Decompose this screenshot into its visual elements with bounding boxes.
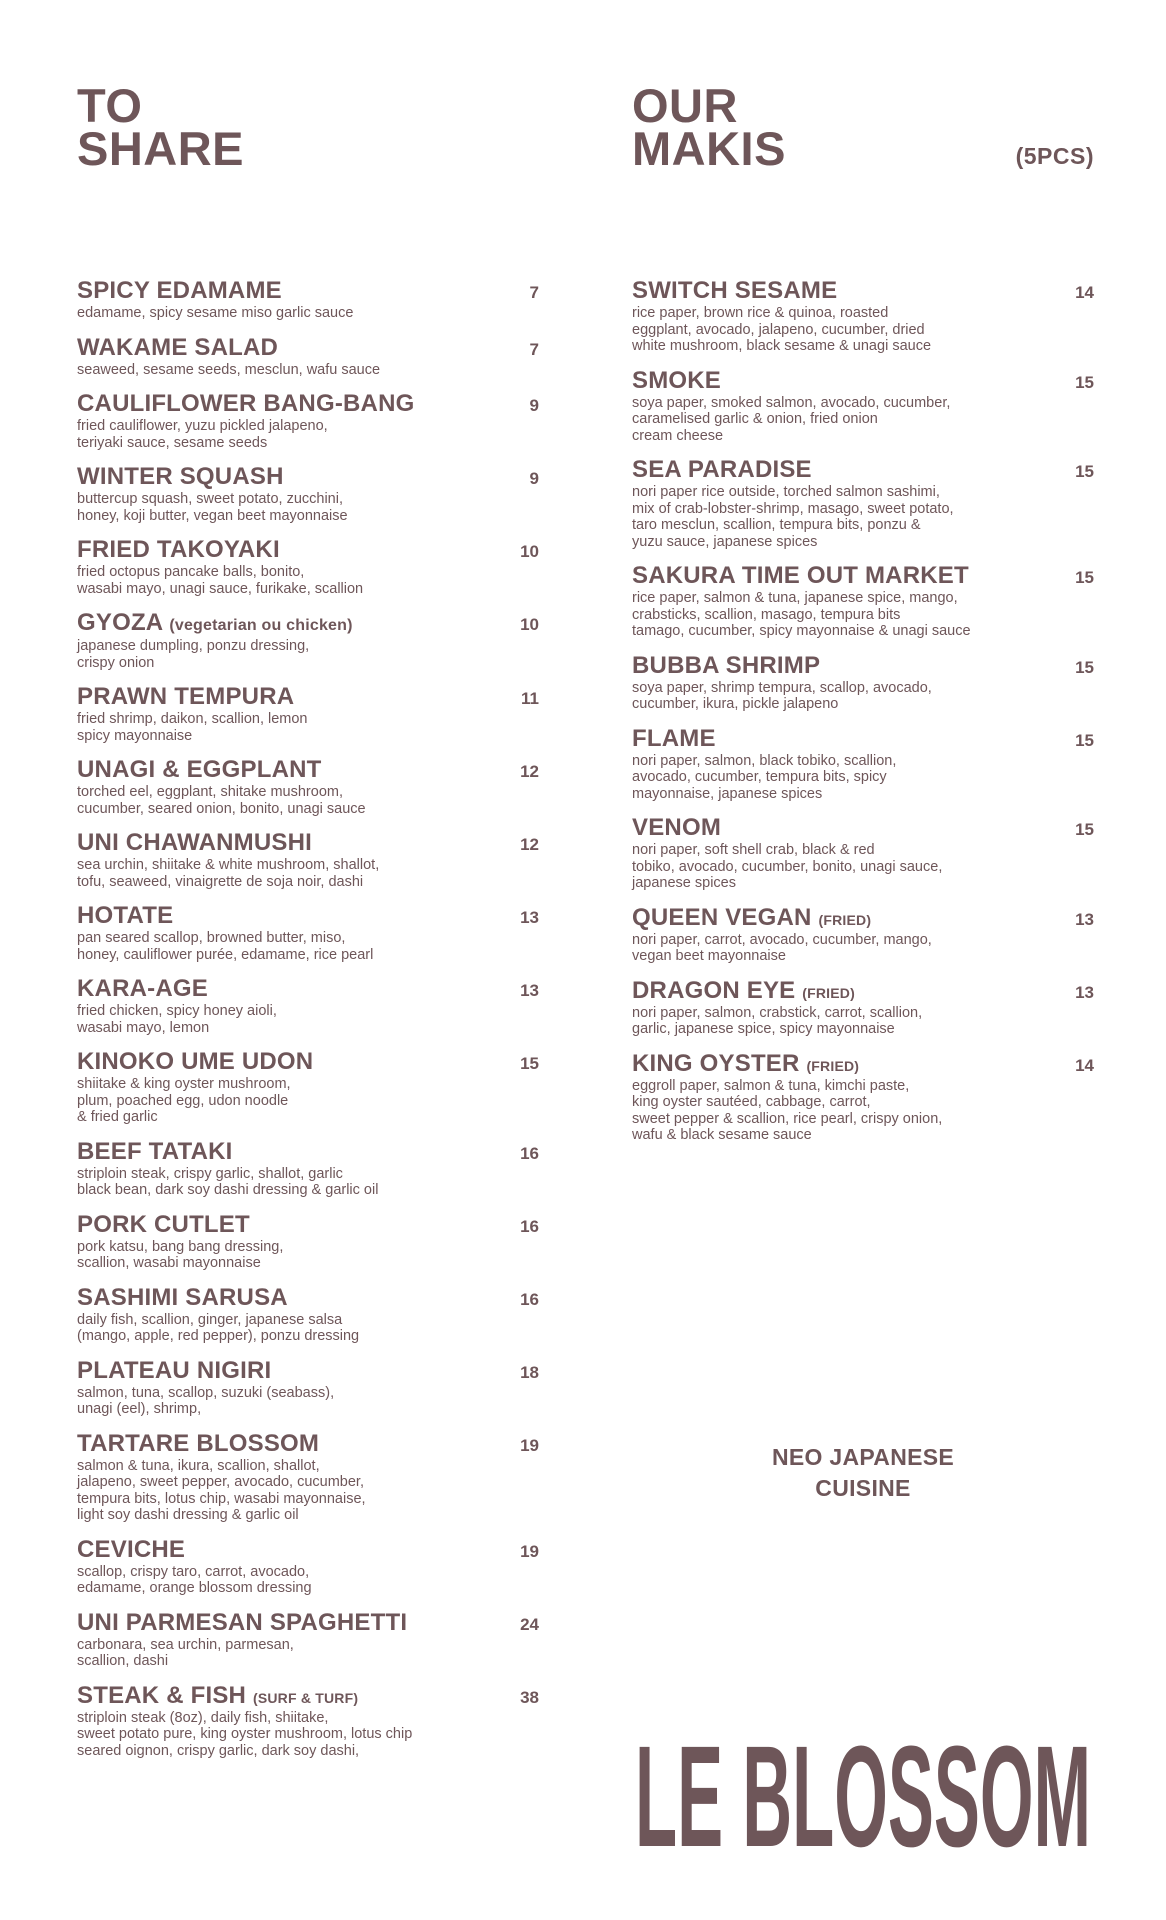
menu-item-header (77, 1681, 539, 1710)
menu-item-name: SASHIMI SARUSA (77, 1283, 288, 1311)
menu-item (632, 816, 1094, 892)
menu-item-description: pork katsu, bang bang dressing, scallion, wasabi mayonnaise (77, 1238, 284, 1271)
menu-item-name: WINTER SQUASH (77, 463, 284, 490)
menu-item (77, 1608, 539, 1670)
menu-item-header (77, 1356, 539, 1385)
menu-item-header (632, 903, 1094, 932)
menu-item-description: carbonara, sea urchin, parmesan, scallion, dashi (77, 1636, 294, 1669)
menu-item (77, 1356, 539, 1418)
menu-item-title (77, 685, 294, 709)
menu-item-header (77, 977, 539, 1003)
menu-item-title (632, 976, 855, 1005)
menu-item-description: fried chicken, spicy honey aioli, wasabi mayo, lemon (77, 1003, 277, 1036)
menu-item-title (77, 538, 280, 562)
menu-item-name: TARTARE BLOSSOM (77, 1429, 320, 1457)
menu-item (77, 333, 539, 379)
menu-item-name: WAKAME SALAD (77, 333, 279, 361)
menu-item-title (77, 1137, 233, 1165)
menu-item-title (77, 831, 312, 855)
menu-item (77, 1050, 539, 1126)
menu-item-description: nori paper, soft shell crab, black & red tobiko, avocado, cucumber, bonito, unagi sauce, japanese spices (632, 842, 943, 891)
menu-item-title (77, 758, 322, 782)
menu-item (77, 1535, 539, 1597)
menu-item (77, 1137, 539, 1199)
menu-item-name: SEA PARADISE (632, 456, 812, 483)
menu-item-description: daily fish, scallion, ginger, japanese salsa (mango, apple, red pepper), ponzu dressing (77, 1311, 360, 1344)
menu-item-name: KING OYSTER (632, 1049, 800, 1077)
menu-item-title (77, 1429, 320, 1457)
menu-item-price: 16 (520, 1289, 539, 1309)
menu-item-title (632, 816, 721, 840)
menu-item-title (77, 977, 208, 1001)
menu-item-description: sea urchin, shiitake & white mushroom, shallot, tofu, seaweed, vinaigrette de soja noir, dashi (77, 857, 380, 890)
menu-item-header (77, 1535, 539, 1564)
menu-item-price: 12 (520, 762, 539, 781)
menu-item-note: (vegetarian ou chicken) (169, 617, 353, 634)
menu-item-name: SPICY EDAMAME (77, 277, 282, 304)
menu-item-name: PRAWN TEMPURA (77, 683, 295, 710)
menu-item-name: FLAME (632, 724, 716, 752)
menu-item-title (77, 1050, 313, 1074)
menu-item (77, 1283, 539, 1345)
menu-item-description: japanese dumpling, ponzu dressing, crispy onion (77, 638, 310, 671)
menu-item-header (632, 564, 1094, 590)
menu-item (77, 279, 539, 322)
menu-item-description: salmon, tuna, scallop, suzuki (seabass), unagi (eel), shrimp, (77, 1384, 335, 1417)
menu-item-title (77, 1608, 408, 1636)
menu-item-price: 15 (1075, 657, 1094, 677)
menu-item-header (77, 1137, 539, 1166)
menu-item-price: 9 (529, 396, 539, 415)
menu-item-description: eggroll paper, salmon & tuna, kimchi paste, king oyster sautéed, cabbage, carrot, sweet pepper & scallion, rice pearl, crispy onion, wafu & black sesame sauce (632, 1077, 943, 1143)
menu-item-description: nori paper, salmon, black tobiko, scallion, avocado, cucumber, tempura bits, spicy mayonnaise, japanese spices (632, 752, 897, 802)
menu-item-name: BEEF TATAKI (77, 1137, 233, 1165)
menu-item-description: buttercup squash, sweet potato, zucchini, honey, koji butter, vegan beet mayonnaise (77, 491, 348, 524)
menu-item-description: rice paper, brown rice & quinoa, roasted eggplant, avocado, jalapeno, cucumber, dried white mushroom, black sesame & unagi sauce (632, 305, 932, 354)
menu-item-description: soya paper, smoked salmon, avocado, cucumber, caramelised garlic & onion, fried onion cream cheese (632, 394, 951, 444)
menu-item-title (77, 279, 282, 303)
menu-item-title (77, 904, 173, 928)
menu-item-description: soya paper, shrimp tempura, scallop, avocado, cucumber, ikura, pickle jalapeno (632, 679, 932, 712)
menu-item (77, 1681, 539, 1760)
menu-item-title (632, 279, 837, 303)
menu-item-name: BUBBA SHRIMP (632, 651, 821, 679)
menu-item-header (77, 279, 539, 305)
menu-item (77, 977, 539, 1036)
menu-item-name: GYOZA (77, 609, 163, 636)
menu-item-header (77, 1050, 539, 1076)
menu-item (632, 564, 1094, 640)
menu-item-description: striploin steak, crispy garlic, shallot, garlic black bean, dark soy dashi dressing & garlic oil (77, 1165, 379, 1198)
tagline-line: NEO JAPANESE (771, 1444, 955, 1470)
menu-item-description: edamame, spicy sesame miso garlic sauce (77, 305, 354, 321)
menu-item-title (77, 611, 353, 638)
menu-item-description: salmon & tuna, ikura, scallion, shallot, jalapeno, sweet pepper, avocado, cucumber, tempura bits, lotus chip, wasabi mayonnaise, light soy dashi dressing & garlic oil (77, 1457, 366, 1523)
menu-item-header (77, 758, 539, 784)
menu-item-price: 7 (529, 283, 539, 302)
menu-item-note: (FRIED) (802, 984, 855, 1001)
menu-item-title (632, 564, 969, 588)
menu-item-note: (FRIED) (818, 911, 872, 928)
menu-item-title (632, 651, 821, 679)
menu-item-title (77, 1210, 250, 1238)
menu-item-title (77, 1535, 186, 1563)
menu-item-title (632, 724, 716, 752)
menu-item-price: 10 (520, 615, 539, 634)
menu-item (632, 724, 1094, 803)
menu-item-name: VENOM (632, 814, 722, 841)
menu-item (632, 1049, 1094, 1144)
title-line: SHARE (77, 122, 245, 175)
menu-item-description: fried cauliflower, yuzu pickled jalapeno, teriyaki sauce, sesame seeds (77, 418, 328, 451)
menu-item-description: seaweed, sesame seeds, mesclun, wafu sauce (77, 361, 381, 378)
menu-item-description: fried octopus pancake balls, bonito, wasabi mayo, unagi sauce, furikake, scallion (77, 564, 364, 597)
menu-item-price: 15 (1075, 462, 1094, 481)
pieces-note: (5PCS) (1015, 143, 1094, 169)
menu-item-description: nori paper, salmon, crabstick, carrot, scallion, garlic, japanese spice, spicy mayonnaise (632, 1004, 923, 1037)
menu-item-name: STEAK & FISH (77, 1681, 247, 1709)
menu-item-description: shiitake & king oyster mushroom, plum, poached egg, udon noodle & fried garlic (77, 1076, 291, 1125)
menu-item-price: 13 (520, 908, 539, 927)
menu-item-name: UNI CHAWANMUSHI (77, 829, 312, 856)
menu-item-name: PORK CUTLET (77, 1210, 250, 1238)
menu-item-header (77, 1210, 539, 1239)
menu-item-header (77, 333, 539, 362)
menu-item-header (632, 279, 1094, 305)
menu-item (632, 366, 1094, 445)
menu-item-header (77, 611, 539, 638)
title-line: TO (77, 79, 143, 132)
menu-item-header (632, 724, 1094, 753)
menu-item-description: pan seared scallop, browned butter, miso, honey, cauliflower purée, edamame, rice pearl (77, 930, 374, 963)
menu-item-title (632, 366, 722, 394)
menu-item-name: SMOKE (632, 366, 722, 394)
menu-item-price: 7 (529, 339, 539, 359)
menu-item (632, 279, 1094, 355)
menu-item-description: striploin steak (8oz), daily fish, shiitake, sweet potato pure, king oyster mushroom, lotus chip seared oignon, crispy garlic, dark soy dashi, (77, 1709, 413, 1759)
brand-wordmark: LE BLOSSOM (635, 1738, 1091, 1850)
menu-item-title (632, 903, 872, 932)
menu-item-price: 15 (1075, 730, 1094, 750)
menu-item-price: 16 (520, 1143, 539, 1163)
menu-item-price: 24 (520, 1614, 539, 1634)
menu-item (632, 903, 1094, 965)
menu-item-price: 10 (520, 542, 539, 561)
menu-item-title (77, 333, 279, 361)
menu-item-price: 13 (520, 981, 539, 1000)
menu-item-header (632, 458, 1094, 484)
menu-item (77, 465, 539, 524)
menu-item-price: 18 (520, 1362, 539, 1382)
tagline-line: CUISINE (815, 1475, 911, 1501)
menu-item-header (77, 538, 539, 564)
menu-item-name: UNI PARMESAN SPAGHETTI (77, 1608, 408, 1636)
menu-item-price: 15 (1075, 568, 1094, 587)
menu-item (77, 831, 539, 890)
menu-item-price: 14 (1075, 283, 1094, 302)
menu-item-price: 15 (520, 1054, 539, 1073)
menu-item-header (632, 1049, 1094, 1078)
menu-item-header (632, 816, 1094, 842)
menu-item-price: 19 (520, 1541, 539, 1561)
menu-item-description: nori paper rice outside, torched salmon sashimi, mix of crab-lobster-shrimp, masago, sweet potato, taro mesclun, scallion, tempura bits, ponzu & yuzu sauce, japanese spices (632, 484, 954, 550)
menu-item (632, 976, 1094, 1038)
menu-item-title (77, 392, 415, 416)
our-makis-list (632, 279, 1094, 1158)
our-makis-title (632, 79, 786, 175)
title-line: MAKIS (632, 122, 786, 175)
menu-item-description: nori paper, carrot, avocado, cucumber, mango, vegan beet mayonnaise (632, 931, 932, 964)
menu-item-title (632, 458, 812, 482)
menu-item-name: SWITCH SESAME (632, 277, 838, 304)
menu-item-name: PLATEAU NIGIRI (77, 1356, 272, 1384)
menu-item (77, 538, 539, 597)
menu-item-price: 13 (1075, 982, 1094, 1002)
menu-item-header (77, 1429, 539, 1458)
menu-item-description: torched eel, eggplant, shitake mushroom, cucumber, seared onion, bonito, unagi sauce (77, 784, 366, 817)
to-share-title (77, 79, 245, 175)
menu-item-header (632, 651, 1094, 680)
menu-item-title (77, 465, 284, 489)
menu-item-title (77, 1356, 272, 1384)
menu-item (632, 651, 1094, 713)
menu-item-price: 13 (1075, 909, 1094, 929)
menu-item (77, 685, 539, 744)
menu-item-name: CEVICHE (77, 1535, 186, 1563)
menu-item-price: 16 (520, 1216, 539, 1236)
menu-item-title (77, 1681, 359, 1710)
menu-item (77, 758, 539, 817)
menu-item-description: fried shrimp, daikon, scallion, lemon spicy mayonnaise (77, 711, 308, 744)
cuisine-tagline (632, 1442, 1094, 1504)
menu-item-header (77, 465, 539, 491)
to-share-list (77, 279, 539, 1773)
menu-item-name: KINOKO UME UDON (77, 1048, 314, 1075)
menu-item (77, 904, 539, 963)
menu-item-note: (FRIED) (806, 1057, 860, 1074)
menu-item-note: (SURF & TURF) (252, 1689, 359, 1706)
menu-item-name: KARA-AGE (77, 975, 208, 1002)
menu-item-name: QUEEN VEGAN (632, 903, 812, 931)
menu-item-title (632, 1049, 860, 1078)
menu-item-header (632, 976, 1094, 1005)
menu-item-name: UNAGI & EGGPLANT (77, 756, 322, 783)
le-blossom-logo (632, 1738, 1094, 1850)
menu-item-price: 12 (520, 835, 539, 854)
menu-item-price: 9 (529, 469, 539, 488)
menu-item-name: DRAGON EYE (632, 976, 796, 1004)
menu-item-name: FRIED TAKOYAKI (77, 536, 280, 563)
menu-item-name: CAULIFLOWER BANG-BANG (77, 390, 415, 417)
menu-item-price: 19 (520, 1435, 539, 1455)
menu-item (77, 392, 539, 451)
menu-item (77, 1429, 539, 1524)
menu-item-price: 14 (1075, 1055, 1094, 1075)
title-line: OUR (632, 79, 738, 132)
menu-item-name: HOTATE (77, 902, 174, 929)
menu-item-header (77, 685, 539, 711)
menu-item-price: 15 (1075, 820, 1094, 839)
menu-item-price: 15 (1075, 372, 1094, 392)
menu-item (77, 611, 539, 671)
menu-item-header (77, 1608, 539, 1637)
menu-item-price: 38 (520, 1687, 539, 1707)
menu-item-header (77, 831, 539, 857)
menu-item-header (77, 904, 539, 930)
menu-item (632, 458, 1094, 550)
menu-item-title (77, 1283, 288, 1311)
menu-item-name: SAKURA TIME OUT MARKET (632, 562, 969, 589)
menu-item (77, 1210, 539, 1272)
menu-item-header (77, 392, 539, 418)
menu-item-header (77, 1283, 539, 1312)
menu-item-description: rice paper, salmon & tuna, japanese spice, mango, crabsticks, scallion, masago, tempura bits tamago, cucumber, spicy mayonnaise & unagi sauce (632, 590, 971, 639)
menu-item-price: 11 (521, 689, 539, 708)
menu-item-header (632, 366, 1094, 395)
menu-item-description: scallop, crispy taro, carrot, avocado, edamame, orange blossom dressing (77, 1563, 312, 1596)
